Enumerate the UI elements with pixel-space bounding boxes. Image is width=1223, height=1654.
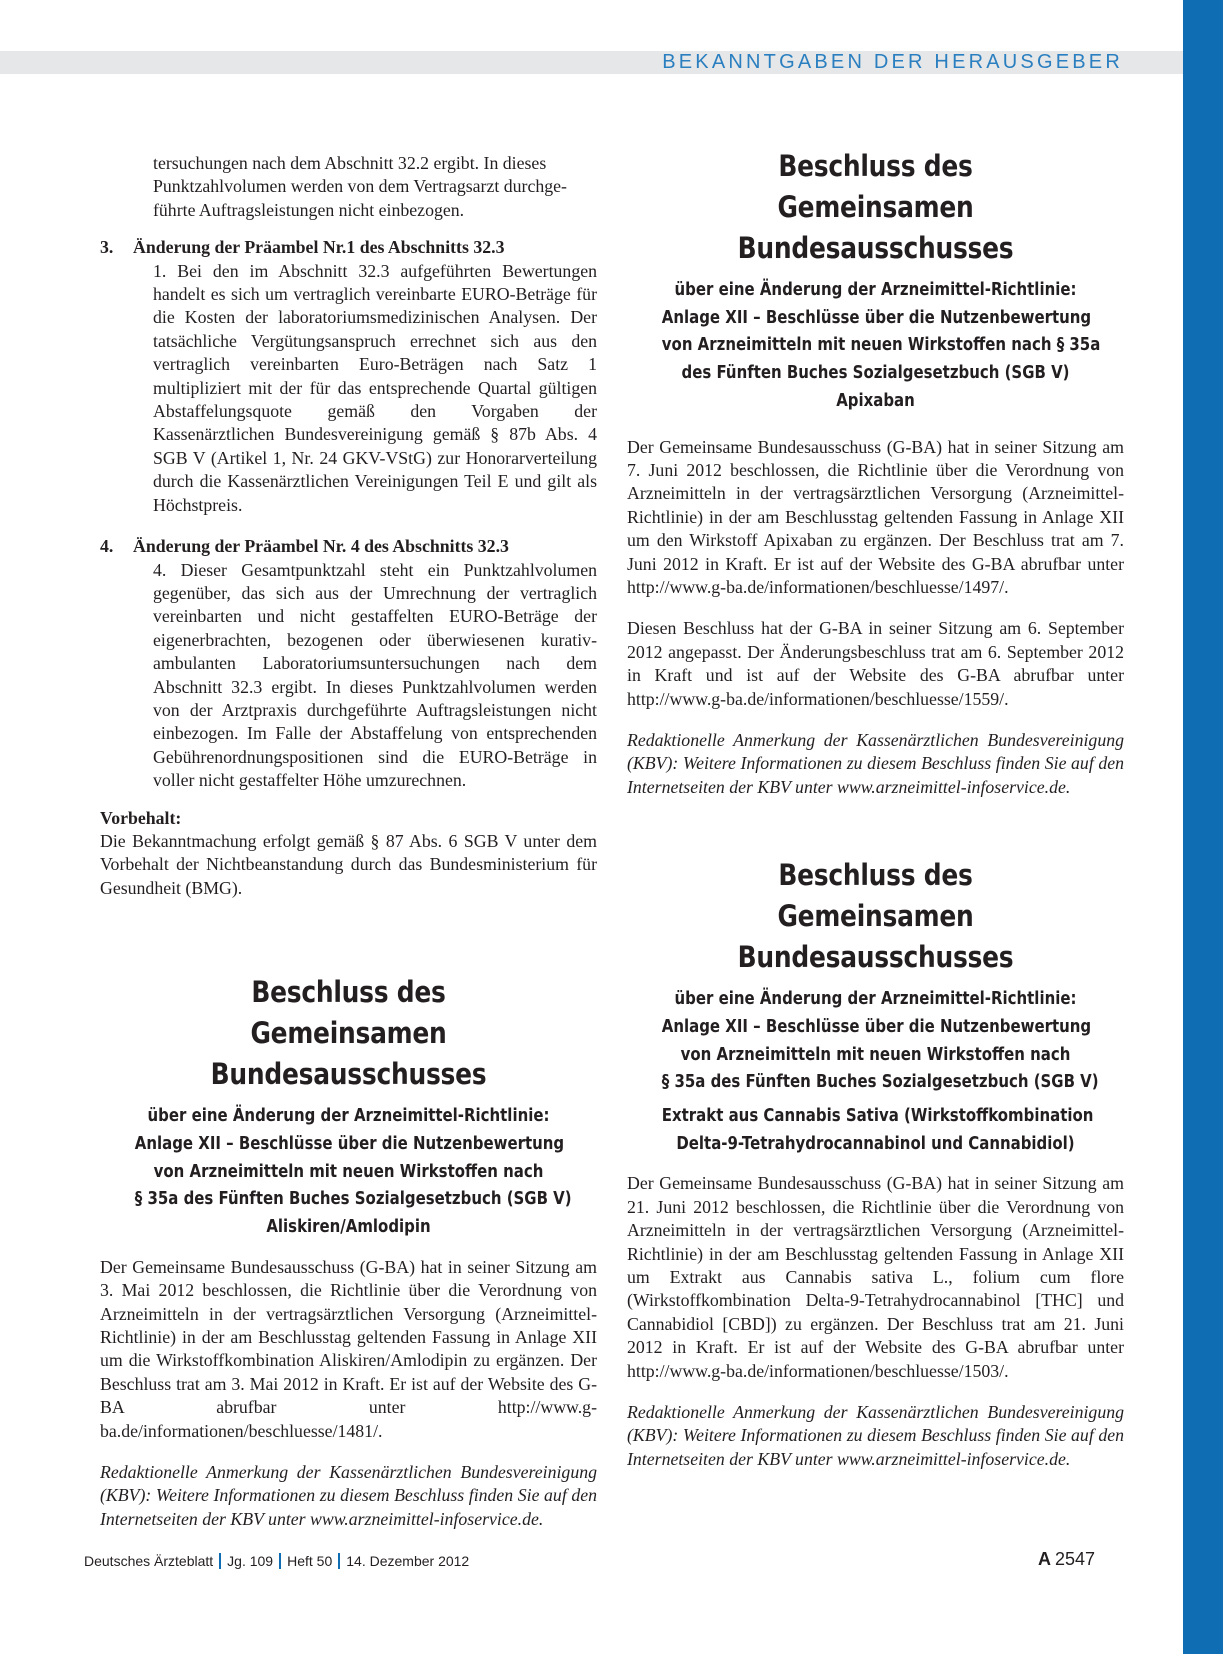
journal-volume: Jg. 109 — [227, 1553, 274, 1569]
editorial-note: Redaktionelle Anmerkung der Kassenärztlichen Bundesvereinigung (KBV): Weitere Informationen zu diesem Beschluss finden Sie auf den Internetseiten der KBV unter www.arzneimittel-infoservice.de. — [627, 729, 1124, 797]
page-number-value: 2547 — [1054, 1549, 1095, 1569]
decision-subtitle — [661, 277, 1101, 416]
decision-title-line: Gemeinsamen Bundesausschusses — [210, 1016, 487, 1092]
decision-amendment: Diesen Beschluss hat der G-BA in seiner Sitzung am 6. September 2012 angepasst. Der Änderungsbeschluss trat am 6. September 2012 in Kraft und ist auf der Website des G-BA abrufbar unter http://www.g-ba.de/informationen/beschluesse/1559/. — [627, 618, 1124, 709]
vorbehalt-text: Die Bekanntmachung erfolgt gemäß § 87 Abs. 6 SGB V unter dem Vorbehalt der Nichtbeanstandung durch das Bundesministerium für Gesundheit (BMG). — [100, 830, 597, 898]
journal-issue: Heft 50 — [287, 1553, 333, 1569]
item-4-text: 4. Dieser Gesamtpunktzahl steht ein Punktzahlvolumen gegenüber, das sich aus der Umrechnung der vertraglich vereinbarten und nicht gestaffelten EURO-Beträge der eigenerbrachten, bezogenen oder überwiesenen kurativ-ambulanten Laboratoriumsuntersuchungen nach dem Abschnitt 32.3 ergibt. In dieses Punktzahlvolumen werden von der Arztpraxis durchgeführte Auftragsleistungen nicht einbezogen. Im Falle der Abstaffelung von entsprechenden Gebührenordnungspositionen sind die EURO-Beträge in voller nicht gestaffelter Höhe umzurechnen. — [153, 559, 597, 791]
intro-line: führte Auftragsleistungen nicht einbezogen. — [153, 199, 465, 220]
subtitle-line: des Fünften Buches Sozialgesetzbuch (SGB V) — [681, 363, 1070, 384]
subtitle-line: Apixaban — [836, 390, 915, 411]
item-3-heading — [100, 236, 597, 259]
footer-separator — [279, 1553, 281, 1569]
issue-date: 14. Dezember 2012 — [346, 1553, 470, 1569]
item-4-heading — [100, 535, 597, 558]
page-prefix: A — [1037, 1549, 1051, 1569]
section-title: BEKANNTGABEN DER HERAUSGEBER — [662, 51, 1123, 73]
subtitle-line: Anlage XII – Beschlüsse über die Nutzenbewertung — [661, 1016, 1092, 1037]
decision-body: Der Gemeinsame Bundesausschuss (G-BA) hat in seiner Sitzung am 21. Juni 2012 beschlossen, die Richtlinie über die Verordnung von Arzneimitteln in der vertragsärztlichen Versorgung (Arzneimittel-Richtlinie) in der am Beschlusstag geltenden Fassung in Anlage XII um Extrakt aus Cannabis sativa L., folium cum flore (Wirkstoffkombination Delta-9-Tetrahydrocannabinol [THC] und Cannabidiol [CBD]) zu ergänzen. Der Beschluss trat am 21. Juni 2012 in Kraft. Er ist auf der Website des G-BA abrufbar unter http://www.g-ba.de/informationen/beschluesse/1503/. — [627, 1173, 1124, 1381]
right-column — [627, 146, 1124, 1471]
decision-cannabis — [627, 855, 1124, 1471]
decision-title-line: Beschluss des — [251, 975, 446, 1010]
page-number — [1038, 1549, 1095, 1570]
editorial-note: Redaktionelle Anmerkung der Kassenärztlichen Bundesvereinigung (KBV): Weitere Informationen zu diesem Beschluss finden Sie auf den Internetseiten der KBV unter www.arzneimittel-infoservice.de. — [627, 1402, 1124, 1469]
item-3-text: 1. Bei den im Abschnitt 32.3 aufgeführten Bewertungen handelt es sich um vertraglich vereinbarte EURO-Beträge für die Kosten der laboratoriumsmedizinischen Analysen. Der tatsächliche Vergütungsanspruch errechnet sich aus den vertraglich vereinbarten Euro-Beträgen nach Satz 1 multipliziert mit der für das entsprechende Quartal gültigen Abstaffelungsquote gemäß den Vorgaben der Kassenärztlichen Bundesvereinigung gemäß § 87b Abs. 4 SGB V (Artikel 1, Nr. 24 GKV-VStG) zur Honorarverteilung durch die Kassenärztlichen Vereinigungen Teil E und gilt als Höchstpreis. — [153, 260, 597, 515]
intro-line: tersuchungen nach dem Abschnitt 32.2 ergibt. In dieses — [153, 153, 547, 173]
editorial-note: Redaktionelle Anmerkung der Kassenärztlichen Bundesvereinigung (KBV): Weitere Informationen zu diesem Beschluss finden Sie auf den Internetseiten der KBV unter www.arzneimittel-infoservice.de. — [100, 1461, 597, 1529]
footer-separator — [219, 1553, 221, 1569]
decision-body: Der Gemeinsame Bundesausschuss (G-BA) hat in seiner Sitzung am 7. Juni 2012 beschlossen, die Richtlinie über die Verordnung von Arzneimitteln in der vertragsärztlichen Versorgung (Arzneimittel-Richtlinie) in der am Beschlusstag geltenden Fassung in Anlage XII um den Wirkstoff Apixaban zu ergänzen. Der Beschluss trat am 7. Juni 2012 in Kraft. Er ist auf der Website des G-BA abrufbar unter http://www.g-ba.de/informationen/beschluesse/1497/. — [627, 436, 1124, 597]
footer-citation — [84, 1553, 469, 1569]
vorbehalt-section — [100, 807, 597, 901]
subtitle-line: § 35a des Fünften Buches Sozialgesetzbuch (SGB V) — [661, 1072, 1099, 1093]
left-column — [100, 152, 597, 1531]
journal-name: Deutsches Ärzteblatt — [84, 1553, 214, 1569]
decision-subtitle — [661, 986, 1099, 1097]
item-number: 3. — [100, 237, 114, 258]
side-accent-bar — [1183, 0, 1223, 1654]
intro-line: Punktzahlvolumen werden von dem Vertragsarzt durchge- — [153, 176, 567, 197]
item-title: Änderung der Präambel Nr. 4 des Abschnitts 32.3 — [133, 536, 509, 557]
substance-line: Extrakt aus Cannabis Sativa (Wirkstoffkombination — [661, 1106, 1094, 1127]
decision-title-line: Beschluss des — [778, 858, 973, 893]
subtitle-line: Anlage XII – Beschlüsse über die Nutzenbewertung — [661, 307, 1092, 328]
decision-body: Der Gemeinsame Bundesausschuss (G-BA) hat in seiner Sitzung am 3. Mai 2012 beschlossen, die Richtlinie über die Verordnung von Arzneimitteln in der vertragsärztlichen Versorgung (Arzneimittel-Richtlinie) in der am Beschlusstag geltenden Fassung in Anlage XII um die Wirkstoffkombination Aliskiren/Amlodipin zu ergänzen. Der Beschluss trat am 3. Mai 2012 in Kraft. Er ist auf der Website des G-BA abrufbar unter http://www.g-ba.de/informationen/beschluesse/1481/. — [100, 1256, 597, 1441]
footer-separator — [338, 1553, 340, 1569]
item-title: Änderung der Präambel Nr.1 des Abschnitts 32.3 — [133, 237, 505, 258]
decision-title-line: Gemeinsamen Bundesausschusses — [737, 190, 1014, 265]
subtitle-line: über eine Änderung der Arzneimittel-Richtlinie: — [147, 1106, 550, 1127]
header-band — [0, 51, 1183, 74]
subtitle-line: von Arzneimitteln mit neuen Wirkstoffen nach § 35a — [661, 335, 1101, 356]
subtitle-line: Aliskiren/Amlodipin — [266, 1217, 431, 1237]
subtitle-line: von Arzneimitteln mit neuen Wirkstoffen nach — [153, 1161, 544, 1182]
subtitle-line: über eine Änderung der Arzneimittel-Richtlinie: — [674, 280, 1077, 300]
substance-line: Delta-9-Tetrahydrocannabinol und Cannabidiol) — [676, 1133, 1075, 1154]
decision-subtitle — [134, 1103, 572, 1242]
vorbehalt-heading: Vorbehalt: — [100, 807, 182, 828]
decision-title-line: Beschluss des — [778, 149, 973, 183]
decision-apixaban — [627, 146, 1124, 799]
decision-title-line: Gemeinsamen Bundesausschusses — [737, 899, 1014, 975]
item-4 — [100, 535, 597, 792]
subtitle-line: von Arzneimitteln mit neuen Wirkstoffen nach — [680, 1044, 1071, 1065]
subtitle-line: über eine Änderung der Arzneimittel-Richtlinie: — [674, 989, 1077, 1010]
decision-substance — [661, 1103, 1094, 1158]
subtitle-line: § 35a des Fünften Buches Sozialgesetzbuch (SGB V) — [134, 1189, 572, 1210]
intro-paragraph — [153, 152, 597, 222]
item-number: 4. — [100, 536, 114, 557]
subtitle-line: Anlage XII – Beschlüsse über die Nutzenbewertung — [134, 1133, 565, 1154]
decision-aliskiren — [100, 972, 597, 1531]
item-3 — [100, 236, 597, 517]
